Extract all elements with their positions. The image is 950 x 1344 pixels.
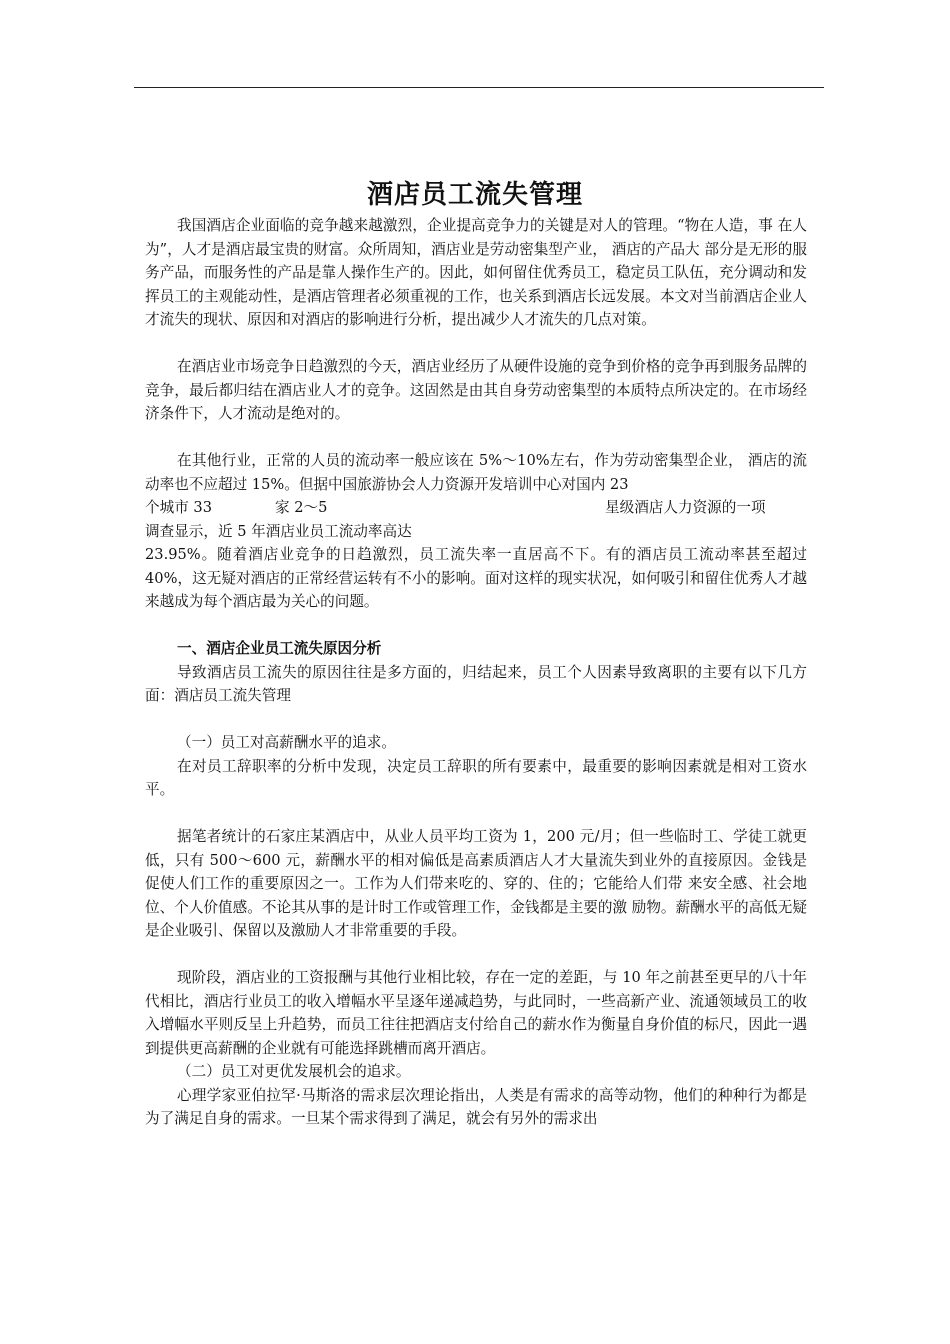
document-title: 酒店员工流失管理: [366, 180, 583, 210]
paragraph-salary-stats: 据笔者统计的石家庄某酒店中，从业人员平均工资为 1，200 元/月；但一些临时工、学徒工就更低，只有 500～600 元，薪酬水平的相对偏低是高素质酒店人才大量流失到业外的直接原因。金钱是促使人们工作的重要原因之一。工作为人们带来吃的、穿的、住的；它能给人们带 来安全感、社会地位、个人价值感。不论其从事的是计时工作或管理工作，金钱都是主要的激 励物。薪酬水平的高低无疑是企业吸引、保留以及激励人才非常重要的手段。: [145, 828, 807, 939]
paragraph-turnover-a: 在其他行业，正常的人员的流动率一般应该在 5%～10%左右，作为劳动密集型企业， 酒店的流动率也不应超过 15%。但据中国旅游协会人力资源开发培训中心对国内 23: [145, 452, 807, 493]
paragraph-turnover-c: 调查显示，近 5 年酒店业员工流动率高达: [145, 522, 412, 540]
subheading-development: （二）员工对更优发展机会的追求。: [177, 1063, 411, 1080]
paragraph-salary-analysis: 在对员工辞职率的分析中发现，决定员工辞职的所有要素中，最重要的影响因素就是相对工资水平。: [145, 757, 807, 798]
paragraph-intro: 我国酒店企业面临的竞争越来越激烈，企业提高竞争力的关键是对人的管理。“物在人造，事 在人为”，人才是酒店最宝贵的财富。众所周知，酒店业是劳动密集型产业， 酒店的产品大 部分是无形的服务产品，而服务性的产品是靠人操作生产的。因此，如何留住优秀员工，稳定员工队伍，充分调动和发挥员工的主观能动性，是酒店管理者必须重视的工作，也关系到酒店长远发展。本文对当前酒店企业人才流失的现状、原因和对酒店的影响进行分析，提出减少人才流失的几点对策。: [145, 217, 807, 328]
turnover-b-part1: 个城市 33: [145, 499, 212, 516]
document-body: [145, 214, 807, 1131]
paragraph-turnover-b: [145, 496, 807, 520]
paragraph-turnover-d: 23.95%。随着酒店业竞争的日趋激烈，员工流失率一直居高不下。有的酒店员工流动率甚至超过 40%，这无疑对酒店的正常经营运转有不小的影响。面对这样的现实状况，如何吸引和留住优秀人才越来越成为每个酒店最为关心的问题。: [145, 546, 807, 610]
turnover-b-part3: 星级酒店人力资源的一项: [605, 499, 766, 516]
subheading-salary: （一）员工对高薪酬水平的追求。: [177, 734, 396, 751]
paragraph-maslow: 心理学家亚伯拉罕·马斯洛的需求层次理论指出，人类是有需求的高等动物，他们的种种行为都是为了满足自身的需求。一旦某个需求得到了满足，就会有另外的需求出: [145, 1086, 807, 1127]
paragraph-market: 在酒店业市场竞争日趋激烈的今天，酒店业经历了从硬件设施的竞争到价格的竞争再到服务品牌的竞争，最后都归结在酒店业人才的竞争。这固然是由其自身劳动密集型的本质特点所决定的。在市场经济条件下，人才流动是绝对的。: [145, 358, 807, 422]
turnover-b-part2: 家 2～5: [275, 499, 328, 516]
section-heading-1: 一、酒店企业员工流失原因分析: [177, 640, 382, 657]
paragraph-causes: 导致酒店员工流失的原因往往是多方面的，归结起来，员工个人因素导致离职的主要有以下几方面：酒店员工流失管理: [145, 663, 807, 704]
header-rule: [134, 87, 824, 88]
paragraph-salary-compare: 现阶段，酒店业的工资报酬与其他行业相比较，存在一定的差距，与 10 年之前甚至更早的八十年代相比，酒店行业员工的收入增幅水平呈逐年递减趋势，与此同时，一些高新产业、流通领域员工的收入增幅水平则反呈上升趋势，而员工往往把酒店支付给自己的薪水作为衡量自身价值的标尺，因此一遇到提供更高薪酬的企业就有可能选择跳槽而离开酒店。: [145, 969, 807, 1057]
